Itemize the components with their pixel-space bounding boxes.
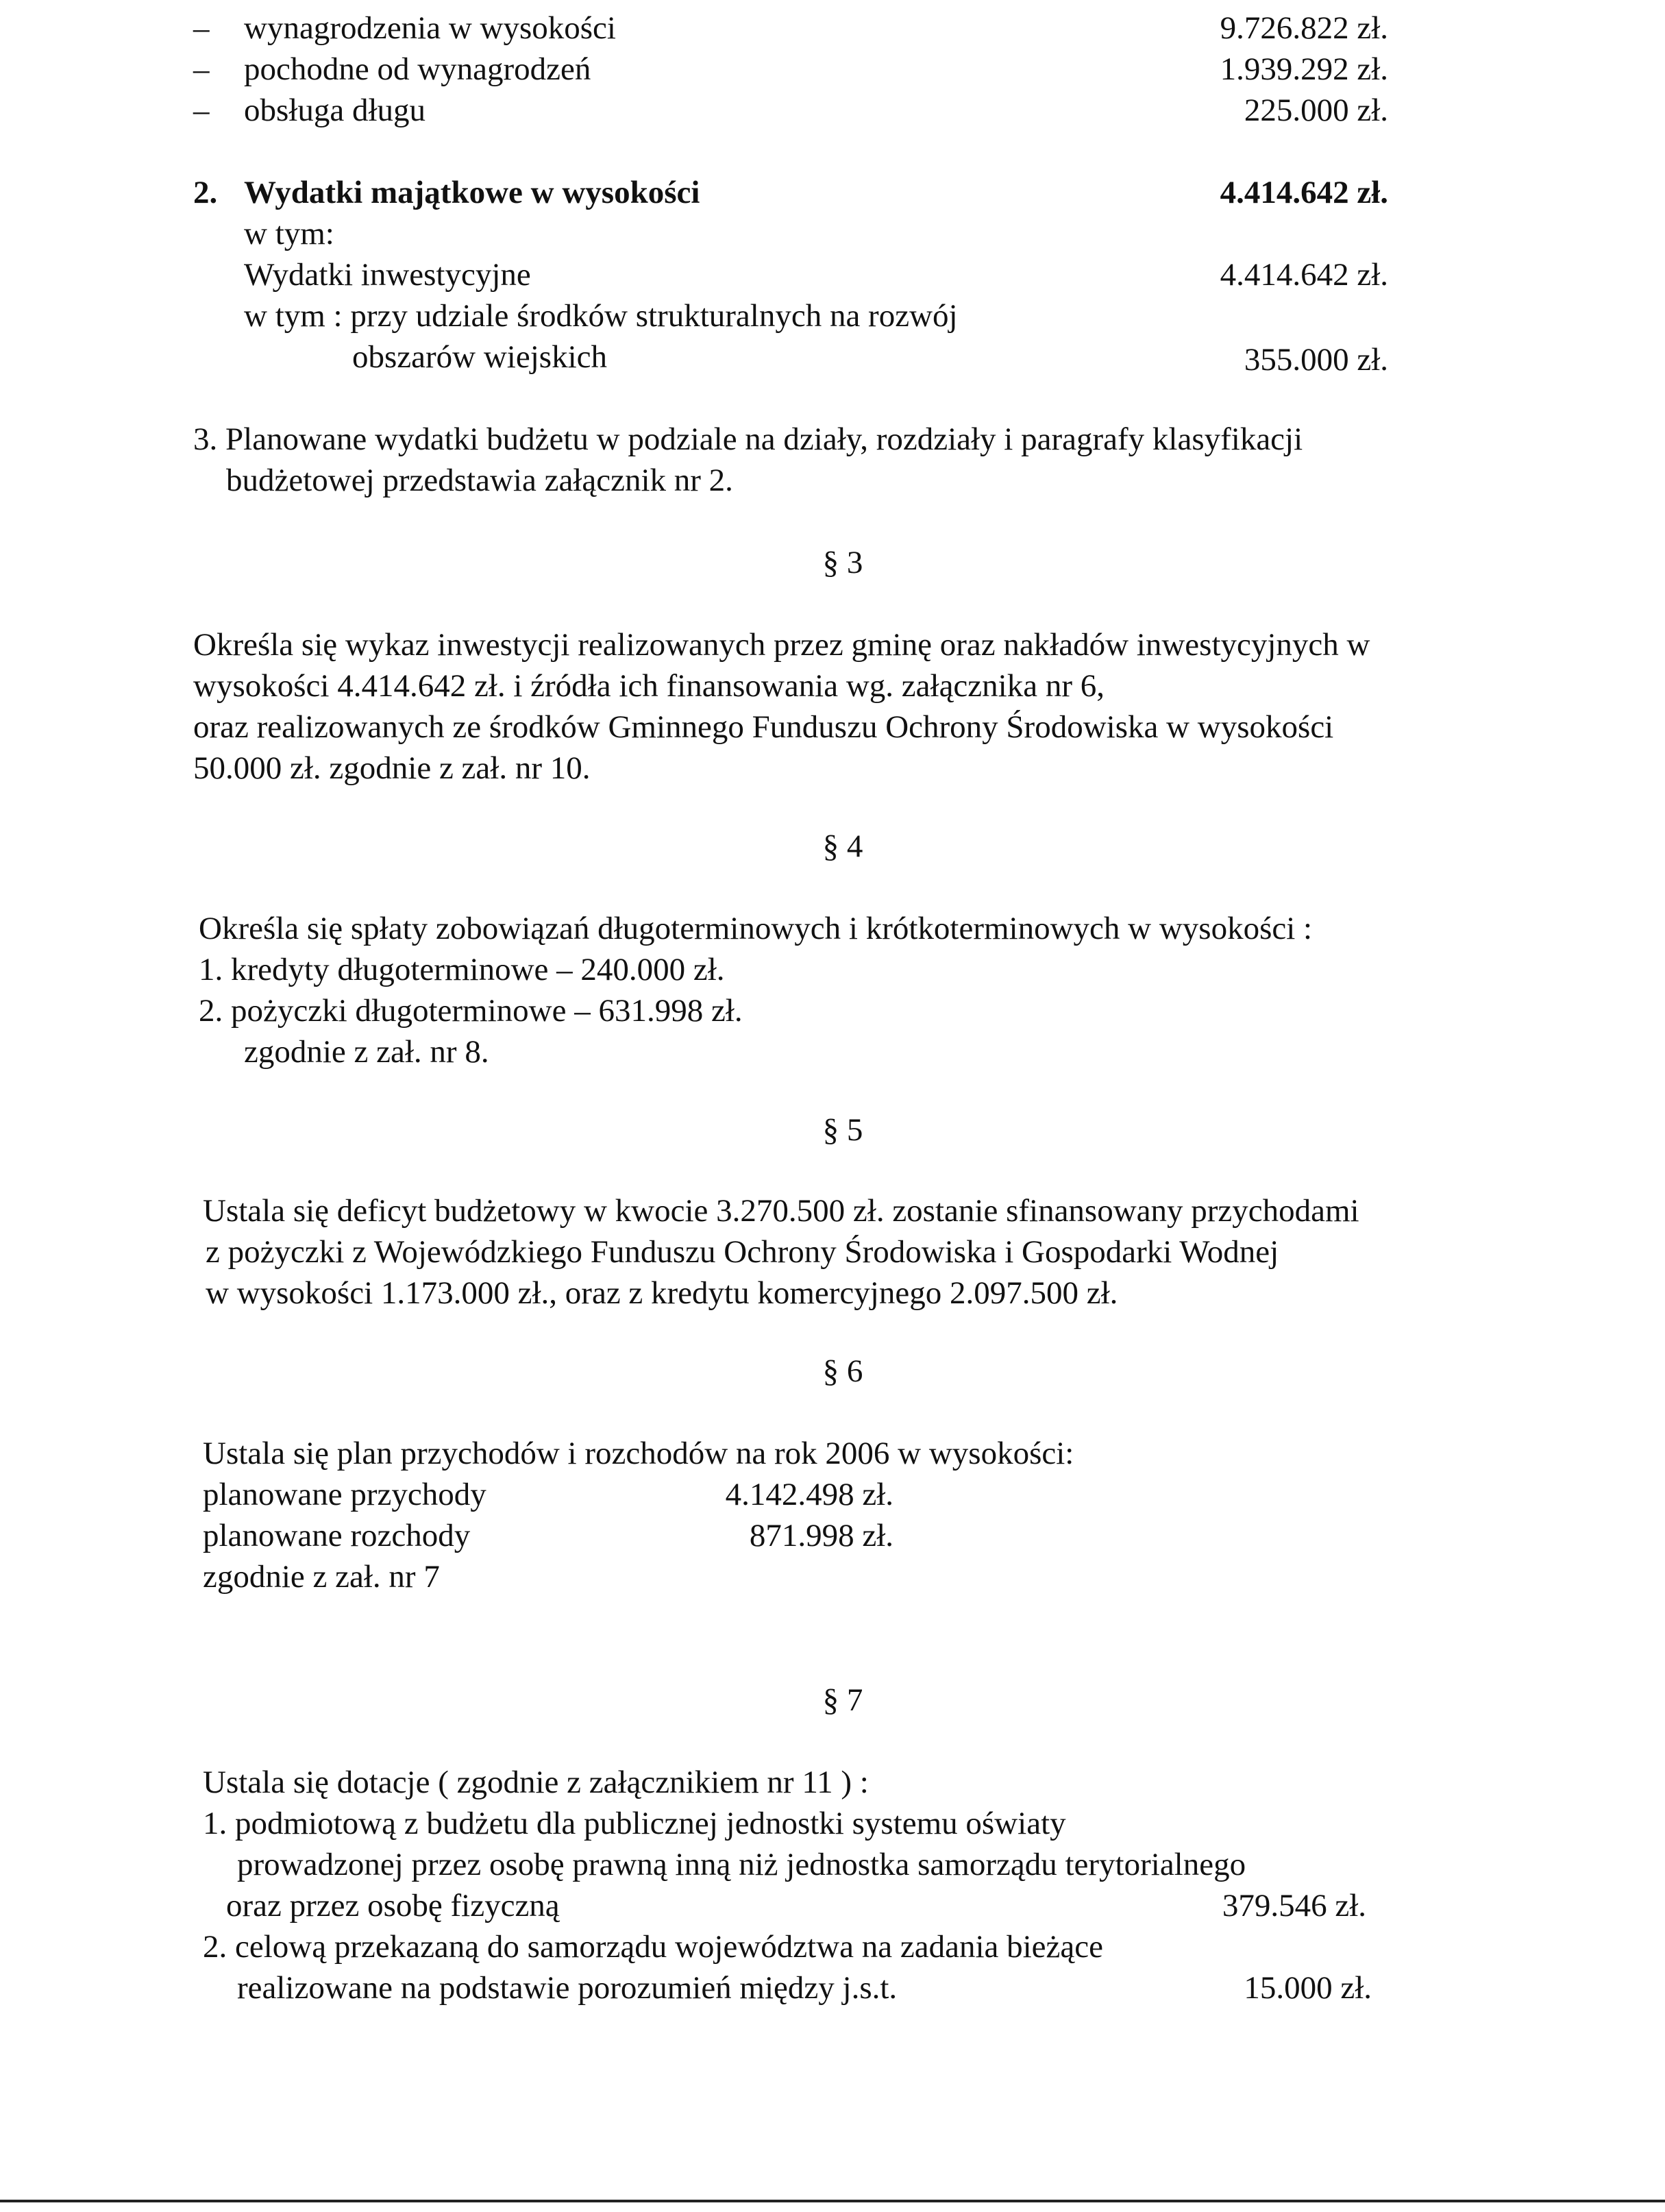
page-bottom-rule: [0, 2200, 1665, 2202]
list-item: 1. podmiotową z budżetu dla publicznej jednostki systemu oświaty: [203, 1806, 1066, 1841]
item-label: pochodne od wynagrodzeń: [244, 51, 591, 87]
list-item: 2. celową przekazaną do samorządu województwa na zadania bieżące: [203, 1929, 1103, 1965]
planned-outflow-amount: 871.998 zł.: [749, 1518, 893, 1553]
paragraph-line: Określa się spłaty zobowiązań długoterminowych i krótkoterminowych w wysokości :: [199, 911, 1313, 946]
item-title: Wydatki majątkowe w wysokości: [244, 175, 700, 210]
investment-amount: 4.414.642 zł.: [1220, 257, 1388, 293]
dash-bullet: –: [193, 10, 210, 46]
planned-revenue-amount: 4.142.498 zł.: [725, 1477, 893, 1512]
list-item: 1. kredyty długoterminowe – 240.000 zł.: [199, 952, 725, 987]
paragraph-line: w wysokości 1.173.000 zł., oraz z kredytu komercyjnego 2.097.500 zł.: [206, 1275, 1118, 1311]
paragraph-line: Określa się wykaz inwestycji realizowanych przez gminę oraz nakładów inwestycyjnych w: [193, 627, 1370, 663]
structural-funds-label: w tym : przy udziale środków strukturalnych na rozwój: [244, 298, 958, 334]
paragraph-line: wysokości 4.414.642 zł. i źródła ich finansowania wg. załącznika nr 6,: [193, 668, 1105, 704]
paragraph-line: 3. Planowane wydatki budżetu w podziale na działy, rozdziały i paragrafy klasyfikacji: [193, 421, 1303, 457]
paragraph-line: budżetowej przedstawia załącznik nr 2.: [226, 463, 733, 498]
subsidy-amount: 379.546 zł.: [1222, 1888, 1366, 1924]
list-item: 2. pożyczki długoterminowe – 631.998 zł.: [199, 993, 743, 1029]
paragraph-line: Ustala się deficyt budżetowy w kwocie 3.270.500 zł. zostanie sfinansowany przychodami: [203, 1193, 1359, 1229]
item-amount: 225.000 zł.: [1244, 93, 1388, 128]
item-title-amount: 4.414.642 zł.: [1220, 175, 1388, 210]
item-label: wynagrodzenia w wysokości: [244, 10, 616, 46]
section-heading-4: § 4: [822, 828, 863, 864]
section-heading-6: § 6: [822, 1353, 863, 1389]
paragraph-line: zgodnie z zał. nr 7: [203, 1559, 440, 1595]
paragraph-line: 50.000 zł. zgodnie z zał. nr 10.: [193, 750, 591, 786]
section-heading-7: § 7: [822, 1682, 863, 1718]
paragraph-line: Ustala się plan przychodów i rozchodów na rok 2006 w wysokości:: [203, 1436, 1074, 1471]
rural-areas-amount: 355.000 zł.: [1244, 342, 1388, 378]
paragraph-line: Ustala się dotacje ( zgodnie z załącznikiem nr 11 ) :: [203, 1765, 869, 1800]
planned-outflow-label: planowane rozchody: [203, 1518, 471, 1553]
dash-bullet: –: [193, 93, 210, 128]
item-number: 2.: [193, 175, 218, 210]
paragraph-line: zgodnie z zał. nr 8.: [244, 1034, 489, 1070]
in-that-label: w tym:: [244, 216, 334, 251]
paragraph-line: oraz realizowanych ze środków Gminnego Funduszu Ochrony Środowiska w wysokości: [193, 709, 1334, 745]
list-item-continuation: realizowane na podstawie porozumień między j.s.t.: [237, 1970, 898, 2006]
rural-areas-label: obszarów wiejskich: [352, 339, 607, 375]
item-amount: 9.726.822 zł.: [1220, 10, 1388, 46]
investment-label: Wydatki inwestycyjne: [244, 257, 531, 293]
item-amount: 1.939.292 zł.: [1220, 51, 1388, 87]
planned-revenue-label: planowane przychody: [203, 1477, 486, 1512]
paragraph-line: z pożyczki z Wojewódzkiego Funduszu Ochrony Środowiska i Gospodarki Wodnej: [206, 1234, 1279, 1270]
section-heading-3: § 3: [822, 545, 863, 580]
section-heading-5: § 5: [822, 1112, 863, 1148]
dash-bullet: –: [193, 51, 210, 87]
subsidy-amount: 15.000 zł.: [1244, 1970, 1372, 2006]
list-item-continuation: oraz przez osobę fizyczną: [226, 1888, 560, 1924]
list-item-continuation: prowadzonej przez osobę prawną inną niż jednostka samorządu terytorialnego: [237, 1847, 1246, 1882]
item-label: obsługa długu: [244, 93, 426, 128]
